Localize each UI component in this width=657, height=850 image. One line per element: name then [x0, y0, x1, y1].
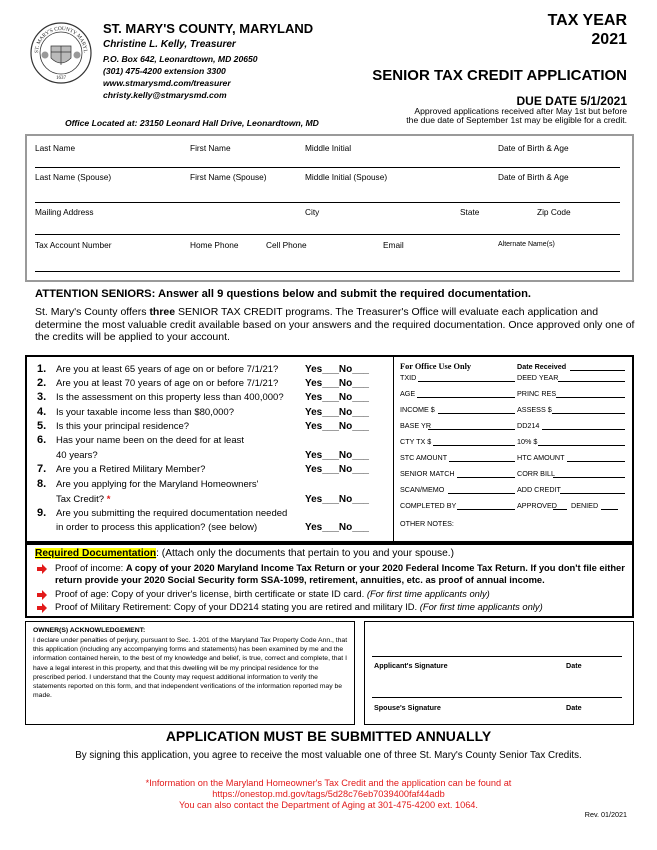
- attention-body-start: St. Mary's County offers: [35, 306, 150, 318]
- office-field-label: CTY TX $: [400, 437, 432, 446]
- office-field-label: CORR BILL: [517, 469, 555, 478]
- po-box-address: P.O. Box 642, Leonardtown, MD 20650: [103, 54, 258, 64]
- late-application-note: [406, 107, 627, 125]
- office-field-label: STC AMOUNT: [400, 453, 448, 462]
- date-received-label: Date Received: [517, 362, 567, 371]
- tax-year: 2021: [591, 31, 627, 48]
- proof-of-income-item: [55, 562, 625, 586]
- question-text-continued: [56, 494, 110, 505]
- spouse-first-name-label: First Name (Spouse): [190, 172, 267, 182]
- first-time-note: (For first time applicants only): [366, 588, 490, 599]
- seal-text: ST. MARY'S COUNTY MARYL: [33, 25, 89, 54]
- question-text: Are you applying for the Maryland Homeowners': [56, 479, 259, 490]
- treasurer-name: Christine L. Kelly, Treasurer: [103, 39, 236, 50]
- attention-title: ATTENTION SENIORS: Answer all 9 questions below and submit the required documentation.: [35, 288, 532, 300]
- home-phone-label: Home Phone: [190, 240, 239, 250]
- yes-no-answer[interactable]: Yes___No___: [305, 464, 369, 475]
- applicant-signature-label: Applicant's Signature: [374, 661, 448, 670]
- other-notes-label: OTHER NOTES:: [400, 519, 454, 528]
- office-field-label: BASE YR: [400, 421, 432, 430]
- proof-of-age-item: [55, 588, 490, 600]
- office-field-line: [449, 461, 515, 462]
- acknowledgement-body: I declare under penalties of perjury, pursuant to Sec. 1-201 of the Maryland Tax Property Code Ann., that this application (including any accompanying forms and statements) has been examined by me and the information contained herein, to the best of my knowledge and belief, is true, correct and complete, that I have a legal interest in this property, and that this dwelling will be my principal residence for the prescribed period. I understand that the County may request additional information to verify the statements reported on this form, and that independent verifications of the information reported may be made.: [33, 637, 348, 700]
- office-field-label: HTC AMOUNT: [517, 453, 565, 462]
- denied-line: [601, 509, 618, 510]
- office-use-title: For Office Use Only: [400, 362, 472, 371]
- office-field-line: [567, 461, 625, 462]
- first-name-label: First Name: [190, 143, 231, 153]
- office-field-label: SENIOR MATCH: [400, 469, 455, 478]
- question-number: 9.: [37, 507, 47, 519]
- question-text: Are you at least 65 years of age on or before 7/1/21?: [56, 364, 279, 375]
- yes-no-answer[interactable]: Yes___No___: [305, 421, 369, 432]
- state-label: State: [460, 207, 480, 217]
- red-arrow-icon: [37, 564, 47, 574]
- acknowledgement-title: OWNER(S) ACKNOWLEDGEMENT:: [33, 627, 146, 634]
- denied-label: DENIED: [571, 501, 599, 510]
- phone-number: (301) 475-4200 extension 3300: [103, 66, 226, 76]
- applicant-name-field[interactable]: [35, 167, 620, 168]
- office-field-line: [558, 381, 625, 382]
- yes-no-answer[interactable]: Yes___No___: [305, 364, 369, 375]
- question-number: 1.: [37, 363, 47, 375]
- office-field-label: 10% $: [517, 437, 538, 446]
- red-arrow-icon: [37, 603, 47, 613]
- spouse-middle-initial-label: Middle Initial (Spouse): [305, 172, 388, 182]
- application-title: SENIOR TAX CREDIT APPLICATION: [372, 67, 627, 84]
- office-field-line: [552, 413, 625, 414]
- approved-line: [553, 509, 567, 510]
- contact-info-field[interactable]: [35, 271, 620, 272]
- question-text: Is this your principal residence?: [56, 421, 190, 432]
- last-name-label: Last Name: [35, 143, 76, 153]
- dob-label: Date of Birth & Age: [498, 143, 569, 153]
- questions-divider: [393, 357, 394, 541]
- first-time-note: (For first time applicants only): [419, 601, 543, 612]
- question-number: 8.: [37, 478, 47, 490]
- completed-by-label: COMPLETED BY: [400, 501, 457, 510]
- revision-label: Rev. 01/2021: [584, 810, 627, 819]
- office-field-label: ASSESS $: [517, 405, 552, 414]
- attention-body-rest: SENIOR TAX CREDIT programs. The Treasurer's Office will evaluate each application and determine the most valuable credit available based on your answers and the required documentation. Once approved only one of the credits will be applied to your account.: [35, 306, 635, 343]
- approved-label: APPROVED: [517, 501, 557, 510]
- attention-body: [35, 306, 635, 344]
- applicant-signature-line[interactable]: [372, 656, 622, 657]
- question-text-continued: 40 years?: [56, 450, 98, 461]
- spouse-date-label: Date: [566, 703, 582, 712]
- county-seal-logo: [30, 22, 92, 84]
- middle-initial-label: Middle Initial: [305, 143, 352, 153]
- office-field-line: [433, 445, 515, 446]
- tax-account-label: Tax Account Number: [35, 240, 112, 250]
- county-name: ST. MARY'S COUNTY, MARYLAND: [103, 21, 314, 36]
- spouse-signature-label: Spouse's Signature: [374, 703, 441, 712]
- signing-agreement: By signing this application, you agree to receive the most valuable one of three St. Mary's County Senior Tax Credits.: [75, 750, 582, 761]
- office-field-line: [538, 445, 625, 446]
- question-text: Has your name been on the deed for at least: [56, 435, 245, 446]
- office-field-line: [560, 493, 625, 494]
- applicant-date-label: Date: [566, 661, 582, 670]
- late-note-line-2: the due date of September 1st may be eligible for a credit.: [406, 115, 627, 125]
- submit-annually-notice: APPLICATION MUST BE SUBMITTED ANNUALLY: [165, 728, 492, 744]
- tax-credit-question: Tax Credit?: [56, 494, 105, 505]
- question-number: 6.: [37, 434, 47, 446]
- spouse-dob-label: Date of Birth & Age: [498, 172, 569, 182]
- proof-of-income-text: A copy of your 2020 Maryland Income Tax Return or your 2020 Federal Income Tax Return. If you don't file either return provide your 2020 Social Security form SSA-1099, retirement, annuities, etc. as proof of annual income.: [55, 562, 625, 585]
- office-location: Office Located at: 23150 Leonard Hall Drive, Leonardtown, MD: [65, 118, 319, 128]
- completed-by-line: [457, 509, 515, 510]
- proof-of-military-text: Proof of Military Retirement: Copy of your DD214 stating you are retired and military ID.: [55, 601, 420, 612]
- city-label: City: [305, 207, 320, 217]
- spouse-signature-line[interactable]: [372, 697, 622, 698]
- office-field-line: [553, 477, 625, 478]
- seal-year: 1637: [56, 76, 66, 81]
- office-field-label: TXID: [400, 373, 417, 382]
- required-documentation-heading: Required Documentation: [35, 548, 157, 559]
- required-documentation-title: [35, 548, 454, 559]
- tax-year-label: TAX YEAR: [547, 12, 627, 29]
- question-number: 4.: [37, 406, 47, 418]
- office-field-line: [428, 429, 515, 430]
- proof-of-income-label: Proof of income:: [55, 562, 126, 573]
- question-number: 7.: [37, 463, 47, 475]
- office-field-label: SCAN/MEMO: [400, 485, 445, 494]
- website-link[interactable]: www.stmarysmd.com/treasurer: [103, 78, 231, 88]
- spouse-last-name-label: Last Name (Spouse): [35, 172, 112, 182]
- date-received-line: [570, 370, 625, 371]
- office-field-line: [438, 413, 515, 414]
- office-field-label: DEED YEAR: [517, 373, 559, 382]
- yes-no-answer[interactable]: Yes___No___: [305, 378, 369, 389]
- office-field-label: DD214: [517, 421, 540, 430]
- question-text: Is the assessment on this property less than 400,000?: [56, 392, 284, 403]
- late-note-line-1: Approved applications received after May 1st but before: [414, 106, 627, 116]
- office-field-line: [457, 477, 515, 478]
- mailing-address-label: Mailing Address: [35, 207, 94, 217]
- office-field-line: [542, 429, 625, 430]
- homeowner-credit-link[interactable]: https://onestop.md.gov/tags/5d28c76eb7039400faf44adb: [212, 789, 445, 799]
- department-of-aging-contact: You can also contact the Department of Aging at 301-475-4200 ext. 1064.: [179, 800, 478, 810]
- office-field-label: ADD CREDIT: [517, 485, 561, 494]
- due-date: DUE DATE 5/1/2021: [516, 94, 627, 108]
- question-text: Are you a Retired Military Member?: [56, 464, 206, 475]
- question-number: 5.: [37, 420, 47, 432]
- yes-no-answer[interactable]: Yes___No___: [305, 407, 369, 418]
- email-link[interactable]: christy.kelly@stmarysmd.com: [103, 90, 227, 100]
- office-field-label: PRINC RES: [517, 389, 557, 398]
- proof-of-military-item: [55, 601, 543, 613]
- cell-phone-label: Cell Phone: [266, 240, 307, 250]
- question-number: 3.: [37, 391, 47, 403]
- spouse-name-field[interactable]: [35, 202, 620, 203]
- proof-of-age-text: Proof of age: Copy of your driver's license, birth certificate or state ID card.: [55, 588, 367, 599]
- alternate-names-label: Alternate Name(s): [498, 241, 555, 248]
- office-field-line: [556, 397, 625, 398]
- yes-no-answer[interactable]: Yes___No___: [305, 450, 369, 461]
- footnote-star: *: [106, 494, 111, 505]
- office-field-label: INCOME $: [400, 405, 435, 414]
- question-text-continued: in order to process this application? (see below): [56, 522, 258, 533]
- question-number: 2.: [37, 377, 47, 389]
- office-field-label: AGE: [400, 389, 416, 398]
- required-documentation-note: : (Attach only the documents that pertain to you and your spouse.): [156, 548, 455, 559]
- zip-code-label: Zip Code: [537, 207, 571, 217]
- homeowner-credit-info: *Information on the Maryland Homeowner's Tax Credit and the application can be found at: [145, 778, 512, 788]
- question-text: Are you submitting the required documentation needed: [56, 508, 288, 519]
- red-arrow-icon: [37, 590, 47, 600]
- question-text: Are you at least 70 years of age on or before 7/1/21?: [56, 378, 279, 389]
- office-field-line: [417, 397, 515, 398]
- office-field-line: [448, 493, 515, 494]
- yes-no-answer[interactable]: Yes___No___: [305, 392, 369, 403]
- question-text: Is your taxable income less than $80,000?: [56, 407, 234, 418]
- yes-no-answer[interactable]: Yes___No___: [305, 522, 369, 533]
- yes-no-answer[interactable]: Yes___No___: [305, 494, 369, 505]
- office-field-line: [418, 381, 515, 382]
- attention-body-three: three: [149, 306, 176, 318]
- email-label: Email: [383, 240, 404, 250]
- mailing-address-field[interactable]: [35, 234, 620, 235]
